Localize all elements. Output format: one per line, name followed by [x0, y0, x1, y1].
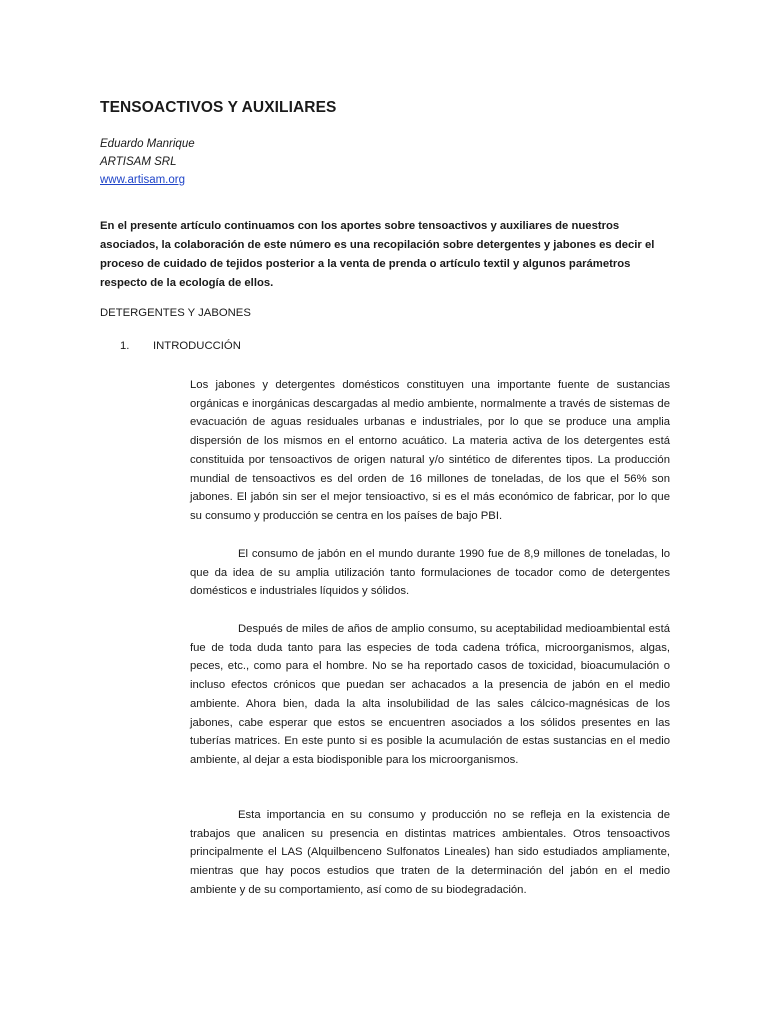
- body-paragraph: El consumo de jabón en el mundo durante 1990 fue de 8,9 millones de toneladas, lo que da idea de su amplia utilización tanto formulaciones de tocador como de detergentes domésticos e industriales líquidos y sólidos.: [190, 548, 670, 598]
- author-name: Eduardo Manrique: [100, 138, 195, 150]
- organization-name: ARTISAM SRL: [100, 156, 177, 168]
- author-block: [100, 135, 195, 189]
- section-heading: [120, 340, 241, 352]
- document-title: TENSOACTIVOS Y AUXILIARES: [100, 99, 337, 116]
- body-paragraph: Los jabones y detergentes domésticos constituyen una importante fuente de sustancias orgánicas e inorgánicas descargadas al medio ambiente, normalmente a través de sistemas de evacuación de aguas residuales urbanas e industriales, por lo que se produce una amplia dispersión de los mismos en el entorno acuático. La materia activa de los detergentes está constituida por tensoactivos de origen natural y/o sintético de diferentes tipos. La producción mundial de tensoactivos es del orden de 16 millones de toneladas, de los que el 56% son jabones. El jabón sin ser el mejor tensioactivo, si es el más económico de fabricar, por lo que su consumo y producción se centra en los países de bajo PBI.: [190, 379, 670, 522]
- body-paragraph: Esta importancia en su consumo y producción no se refleja en la existencia de trabajos que analicen su presencia en distintas matrices ambientales. Otros tensoactivos principalmente el LAS (Alquilbenceno Sulfonatos Lineales) han sido estudiados ampliamente, mientras que hay pocos estudios que traten de la determinación del jabón en el medio ambiente y de su comportamiento, así como de su biodegradación.: [190, 809, 670, 896]
- heading-text: INTRODUCCIÓN: [153, 340, 241, 352]
- website-link[interactable]: www.artisam.org: [100, 174, 185, 186]
- body-paragraph: Después de miles de años de amplio consumo, su aceptabilidad medioambiental está fue de toda duda tanto para las especies de toda cadena trófica, microorganismos, algas, peces, etc., como para el hombre. No se ha reportado casos de toxicidad, bioacumulación o incluso efectos crónicos que puedan ser achacados a la presencia de jabón en el medio ambiente. Ahora bien, dada la alta insolubilidad de las sales cálcico-magnésicas de los jabones, cabe esperar que estos se encuentren asociados a los sólidos presentes en las tuberías matrices. En este punto si es posible la acumulación de estas sustancias en el medio ambiente, al dejar a esta biodisponible para los microorganismos.: [190, 623, 670, 766]
- heading-number: 1.: [120, 340, 130, 352]
- section-title: DETERGENTES Y JABONES: [100, 307, 251, 319]
- abstract-paragraph: En el presente artículo continuamos con los aportes sobre tensoactivos y auxiliares de nuestros asociados, la colaboración de este número es una recopilación sobre detergentes y jabones es decir el proceso de cuidado de tejidos posterior a la venta de prenda o artículo textil y algunos parámetros respecto de la ecología de ellos.: [100, 220, 655, 289]
